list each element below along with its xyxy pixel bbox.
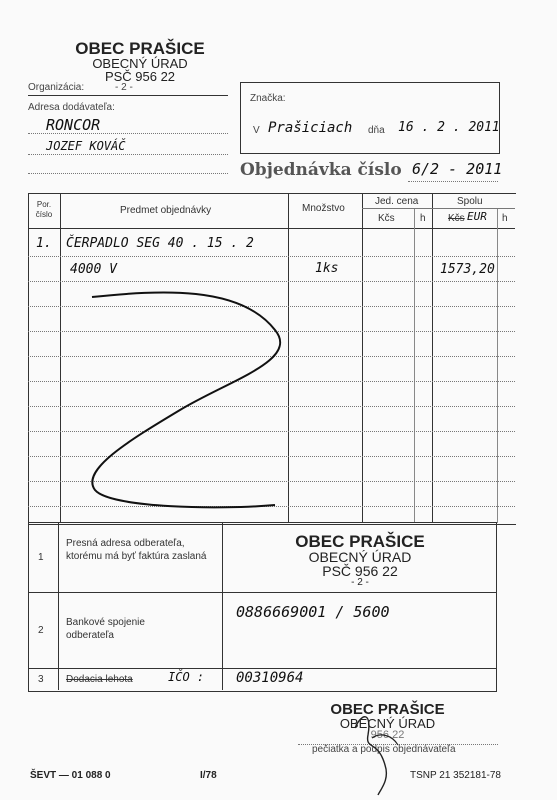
supplier-label: Adresa dodávateľa:: [28, 102, 115, 113]
billing-r3-num: 3: [38, 674, 44, 685]
col-total-ks: Kčs: [448, 213, 465, 224]
col-total-header: Spolu: [457, 196, 483, 207]
footer-left: ŠEVT — 01 088 0: [30, 770, 111, 781]
billing-r1-num: 1: [38, 552, 44, 563]
col-qty-header: Množstvo: [302, 203, 345, 214]
header-stamp-line1: OBEC PRAŠICE: [75, 39, 205, 58]
billing-r3-label: Dodacia lehota: [66, 674, 133, 685]
dna-label: dňa: [368, 125, 385, 136]
footer-mid: I/78: [200, 770, 217, 781]
col-total-eur: EUR: [467, 210, 487, 223]
col-item-header: Predmet objednávky: [120, 205, 212, 216]
col-unit-header: Jed. cena: [375, 196, 419, 207]
footer-right: TSNP 21 352181-78: [410, 770, 501, 781]
billing-r2-num: 2: [38, 625, 44, 636]
col-unit-h: h: [420, 213, 426, 224]
organizacia-value: - 2 -: [115, 82, 133, 93]
row1-total: 1573,20: [440, 262, 495, 277]
row1-number: 1.: [36, 236, 52, 251]
billing-r1-label: Presná adresa odberateľa, ktorému má byť faktúra zaslaná: [66, 538, 207, 562]
billing-stamp-line4: - 2 -: [351, 577, 369, 588]
row1-item-b: 4000 V: [70, 262, 117, 277]
billing-r3-value: 00310964: [236, 670, 304, 686]
row1-quantity: 1ks: [315, 261, 339, 276]
place-v-label: V: [253, 125, 260, 136]
billing-r2-value: 0886669001 / 5600: [236, 603, 390, 621]
signature-caption: pečiatka a podpis objednávateľa: [312, 744, 456, 755]
supplier-name: RONCOR: [46, 116, 101, 134]
billing-r2-label: Bankové spojenie odberateľa: [66, 617, 145, 641]
billing-stamp-line1: OBEC PRAŠICE: [295, 532, 425, 551]
order-title: Objednávka číslo: [240, 160, 402, 180]
header-stamp-line2: OBECNÝ ÚRAD: [92, 56, 188, 71]
bottom-stamp-line2: OBECNÝ ÚRAD: [339, 716, 436, 731]
organizacia-label: Organizácia:: [28, 82, 85, 93]
col-unit-ks: Kčs: [378, 213, 395, 224]
order-number: 6/2 - 2011: [412, 160, 503, 178]
billing-stamp-line2: OBECNÝ ÚRAD: [308, 549, 412, 565]
col-por-header: Por. číslo: [35, 200, 53, 219]
bottom-stamp-line1: OBEC PRAŠICE: [330, 701, 445, 718]
billing-stamp-line3: PSČ 956 22: [322, 563, 398, 579]
col-total-h: h: [502, 213, 508, 224]
row1-item-a: ČERPADLO SEG 40 . 15 . 2: [66, 236, 254, 251]
place-value: Prašiciach: [268, 120, 353, 136]
supplier-person: JOZEF KOVÁČ: [46, 139, 126, 153]
bottom-stamp-line3: 956 22: [370, 729, 405, 741]
znacka-label: Značka:: [250, 93, 286, 104]
billing-r3-ico: IČO :: [168, 670, 205, 684]
header-stamp-line3: PSČ 956 22: [104, 69, 176, 84]
date-value: 16 . 2 . 2011: [398, 120, 500, 135]
